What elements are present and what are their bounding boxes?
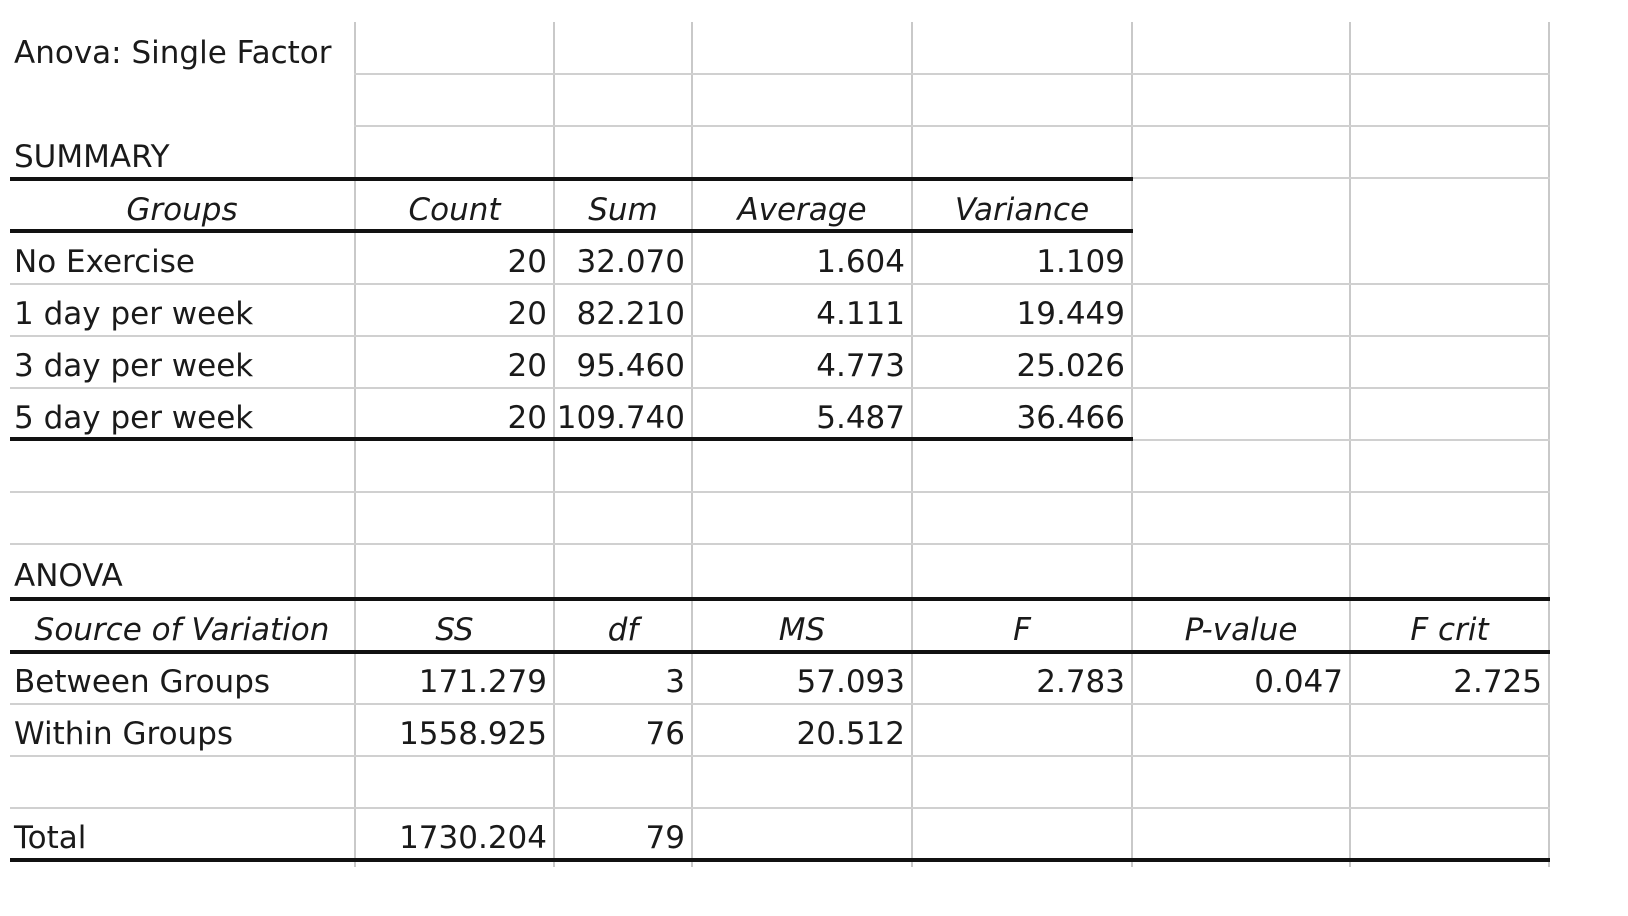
column-divider <box>1131 22 1133 867</box>
anova-df-value: 76 <box>645 716 685 752</box>
summary-count-value: 20 <box>507 348 547 384</box>
summary-average-value: 1.604 <box>816 244 905 280</box>
summary-sum-value: 32.070 <box>576 244 685 280</box>
summary-group-name: No Exercise <box>14 244 196 280</box>
sheet-title: Anova: Single Factor <box>14 35 332 71</box>
row-divider <box>1131 177 1550 179</box>
anova-header-source: Source of Variation <box>34 612 330 648</box>
anova-ms-value: 20.512 <box>796 716 905 752</box>
column-divider <box>1548 22 1550 867</box>
anova-ss-value: 1558.925 <box>399 716 547 752</box>
anova-p-value: 0.047 <box>1254 664 1343 700</box>
anova-label: ANOVA <box>14 558 123 594</box>
summary-group-name: 3 day per week <box>14 348 254 384</box>
anova-f-value: 2.783 <box>1036 664 1125 700</box>
summary-header-average: Average <box>737 192 867 228</box>
anova-total-label: Total <box>14 820 87 856</box>
row-divider <box>354 125 1550 127</box>
row-divider <box>354 73 1550 75</box>
anova-source-name: Within Groups <box>14 716 234 752</box>
summary-variance-value: 36.466 <box>1016 400 1125 436</box>
summary-average-value: 4.773 <box>816 348 905 384</box>
summary-sum-value: 95.460 <box>576 348 685 384</box>
summary-variance-value: 1.109 <box>1036 244 1125 280</box>
anova-total-df-value: 79 <box>645 820 685 856</box>
row-divider <box>10 807 1550 809</box>
row-divider <box>1131 439 1550 441</box>
anova-header-df: df <box>607 612 639 648</box>
summary-group-name: 5 day per week <box>14 400 254 436</box>
summary-count-value: 20 <box>507 296 547 332</box>
anova-total-ss-value: 1730.204 <box>399 820 547 856</box>
anova-source-name: Between Groups <box>14 664 271 700</box>
anova-df-value: 3 <box>665 664 685 700</box>
anova-header-f: F <box>1013 612 1031 648</box>
anova-ss-value: 171.279 <box>418 664 547 700</box>
summary-count-value: 20 <box>507 244 547 280</box>
row-divider <box>10 543 1550 545</box>
summary-group-name: 1 day per week <box>14 296 254 332</box>
summary-sum-value: 109.740 <box>556 400 685 436</box>
anova-header-ms: MS <box>778 612 826 648</box>
summary-average-value: 4.111 <box>816 296 905 332</box>
summary-header-sum: Sum <box>588 192 658 228</box>
summary-average-value: 5.487 <box>816 400 905 436</box>
anova-f-crit-value: 2.725 <box>1453 664 1542 700</box>
anova-ms-value: 57.093 <box>796 664 905 700</box>
column-divider <box>1349 22 1351 867</box>
column-divider <box>911 22 913 867</box>
anova-header-f-crit: F crit <box>1410 612 1489 648</box>
row-divider <box>10 491 1550 493</box>
anova-header-ss: SS <box>435 612 474 648</box>
summary-variance-value: 25.026 <box>1016 348 1125 384</box>
summary-header-groups: Groups <box>126 192 238 228</box>
anova-header-p-value: P-value <box>1184 612 1298 648</box>
summary-count-value: 20 <box>507 400 547 436</box>
summary-variance-value: 19.449 <box>1016 296 1125 332</box>
summary-label: SUMMARY <box>14 139 170 175</box>
summary-sum-value: 82.210 <box>576 296 685 332</box>
summary-header-variance: Variance <box>954 192 1090 228</box>
summary-header-count: Count <box>408 192 501 228</box>
